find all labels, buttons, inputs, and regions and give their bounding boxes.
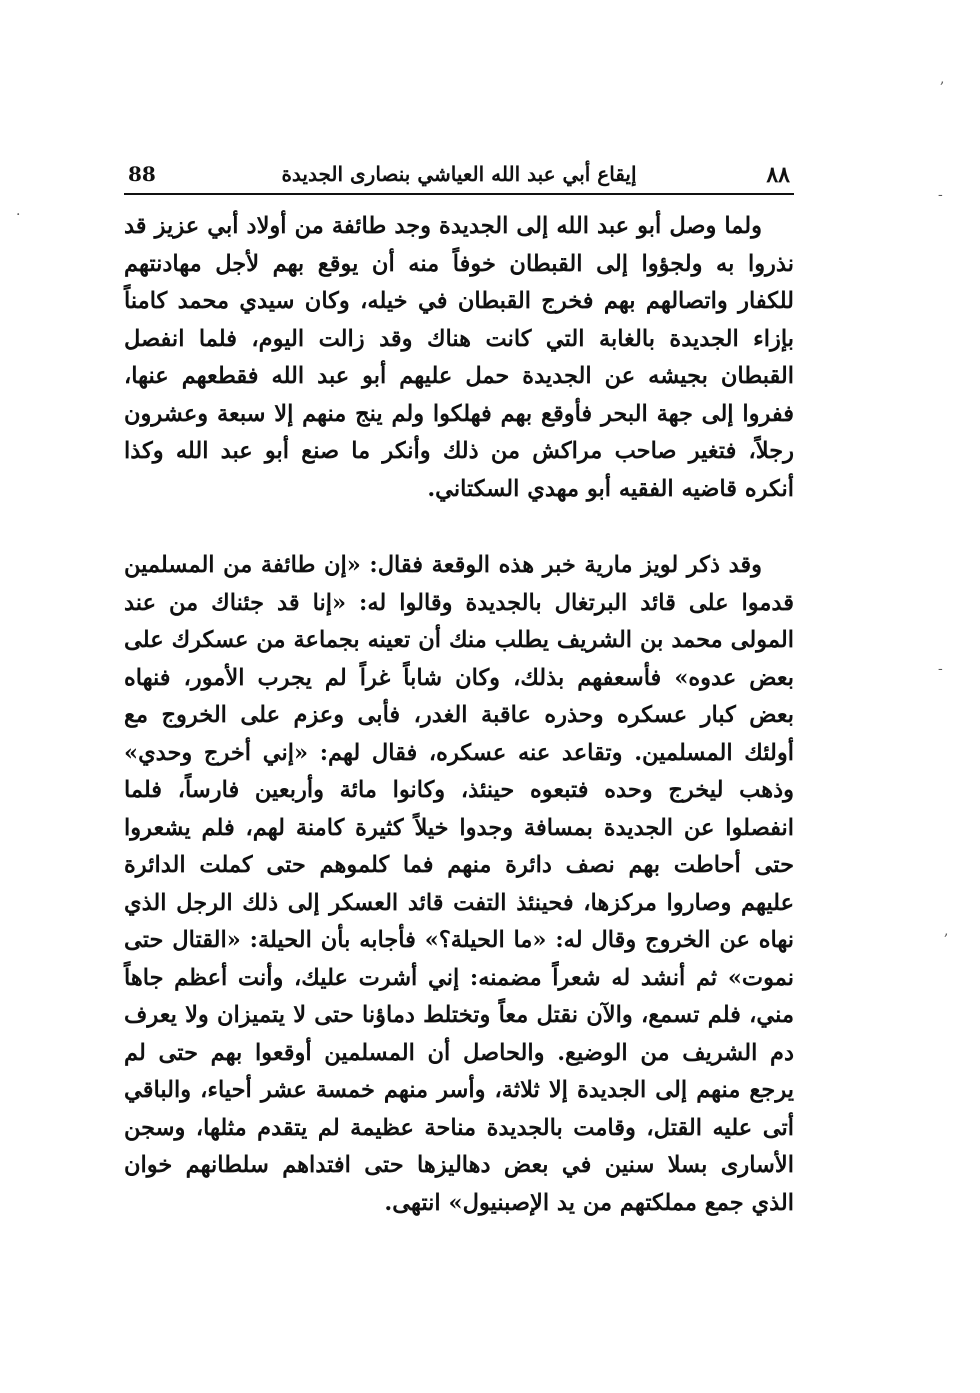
- page-number-latin: 88: [128, 162, 156, 186]
- running-header: [124, 160, 794, 192]
- scan-speck: ,: [940, 71, 945, 87]
- scan-speck: ·: [16, 207, 21, 223]
- paragraph-battle-account: [124, 208, 794, 508]
- chapter-title: إيقاع أبي عبد الله العياشي بنصارى الجديدة: [281, 162, 637, 186]
- header-divider: [124, 193, 794, 195]
- page-number-arabic: ٨٨: [766, 162, 790, 188]
- scan-speck: -: [938, 187, 943, 203]
- scan-speck: -: [938, 661, 943, 677]
- paragraph-luis-maria-quote: [124, 547, 794, 1222]
- paragraph-text: وقد ذكر لويز مارية خبر هذه الوقعة فقال: «إن طائفة من المسلمين قدموا على قائد البرتغال بالجديدة وقالوا له: «إنا قد جئناك من عند المولى محمد بن الشريف يطلب منك أن تعينه بجماعة من عسكرك على بعض عدوه» فأسعفهم بذلك، وكان شاباً غراً لم يجرب الأمور، فنهاه بعض كبار عسكره وحذره عاقبة الغدر، فأبى وعزم على الخروج مع أولئك المسلمين. وتقاعد عنه عسكره، فقال لهم: «إني أخرج وحدي» وذهب ليخرج وحده فتبعوه حينئذ، وكانوا مائة وأربعين فارساً، فلما انفصلوا عن الجديدة بمسافة وجدوا خيلاً كثيرة كامنة لهم، فلم يشعروا حتى أحاطت بهم نصف دائرة منهم فما كلموهم حتى كملت الدائرة عليهم وصاروا مركزها، فحينئذ التفت قائد العسكر إلى ذلك الرجل الذي نهاه عن الخروج وقال له: «ما الحيلة؟» فأجابه بأن الحيلة: «القتال حتى نموت» ثم أنشد له شعراً مضمنه: إني أشرت عليك، وأنت أعظم جاهاً مني، فلم تسمع، والآن نقتل معاً وتختلط دماؤنا حتى لا يتميزان ولا يعرف دم الشريف من الوضيع. والحاصل أن المسلمين أوقعوا بهم حتى لم يرجع منهم إلى الجديدة إلا ثلاثة، وأسر منهم خمسة عشر أحياء، والباقي أتى عليه القتل، وقامت بالجديدة مناحة عظيمة لم يتقدم مثلها، وسجن الأسارى بسلا سنين في بعض دهاليزها حتى افتداهم سلطانهم خوان الذي جمع مملكتهم من يد الإصبنيول» انتهى.: [124, 552, 794, 1216]
- scan-speck: ,: [944, 923, 949, 939]
- paragraph-text: ولما وصل أبو عبد الله إلى الجديدة وجد طائفة من أولاد أبي عزيز قد نذروا به ولجؤوا إلى القبطان خوفاً منه أن يوقع بهم لأجل مهادنتهم للكفار واتصالهم بهم فخرج القبطان في خيله، وكان سيدي محمد كامناً بإزاء الجديدة بالغابة التي كانت هناك وقد زالت اليوم، فلما انفصل القبطان بجيشه عن الجديدة حمل عليهم أبو عبد الله فقطعهم عنها، ففروا إلى جهة البحر فأوقع بهم فهلكوا ولم ينج منهم إلا سبعة وعشرون رجلاً، فتغير صاحب مراكش من ذلك وأنكر ما صنع أبو عبد الله وكذا أنكره قاضيه الفقيه أبو مهدي السكتاني.: [124, 213, 794, 502]
